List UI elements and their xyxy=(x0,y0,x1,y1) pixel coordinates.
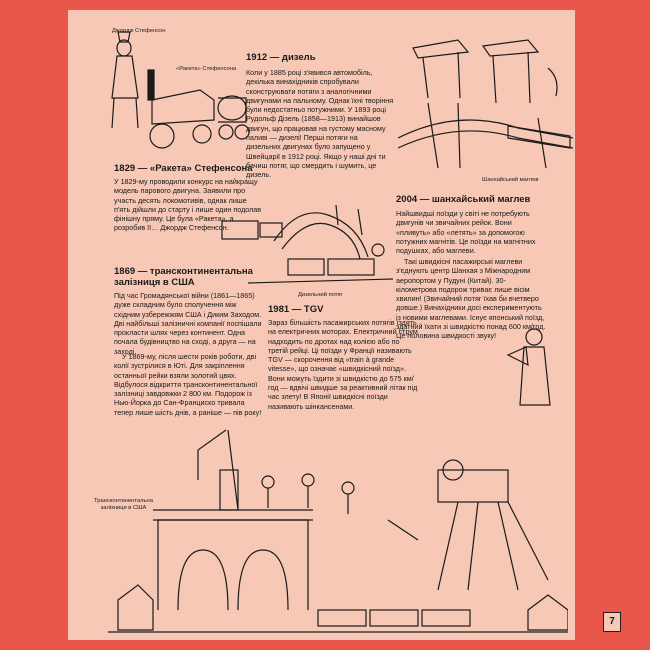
text-1869-p2: У 1869-му, після шести років роботи, дві колії зустрілися в Юті. Для закріплення останньої рейки взяли золотий цвях. Відбулося відкриття трансконтинентальної залізниці завдовжки 2 800 км. Подорож із Нью-Йорка до Сан-Франциско тривала тепер лише шість днів, а раніше — пів року! xyxy=(114,352,262,417)
heading-1912: 1912 — дизель xyxy=(246,52,316,63)
page-number: 7 xyxy=(603,612,621,632)
text-1869-p1: Під час Громадянської війни (1861—1865) дуже складним було сполучення між східним узбережжям США і Диким Заходом. Дві найбільші залізничні компанії поспішали прокласти шлях через континент. Одна почала будівництво на сході, а друга — на заході. xyxy=(114,291,262,356)
figure-with-fan-illustration xyxy=(498,325,568,415)
text-2004-p1: Найшвидші поїзди у світі не потребують двигунів чи звичайних рейок. Вони «пливуть» або «летять» за допомогою потужних магнітів. Це поїзди на магнітних подушках, або маглеви. xyxy=(396,209,536,256)
text-1912: Коли у 1885 році з'явився автомобіль, декілька винахідників спробували сконструювати потяги з аналогічними двигунами на пальному. Однак їхні творіння були недостатньо потужними. У 1893 році Рудольф Дізель (1858—1913) винайшов двигун, що працював на густому масному паливі — дизелі! Перші потяги на дизельних двигунах було запущено у Швейцарії в 1912 році. Якщо у наші дні ти бачиш потяг, що смердить і шумить, це дизель. xyxy=(246,68,394,180)
caption-diesel-train: Дизельний потяг xyxy=(298,292,343,298)
bottom-railway-scene-illustration xyxy=(108,410,568,640)
caption-stephenson: Джордж Стефенсон xyxy=(112,28,166,34)
heading-1829: 1829 — «Ракета» Стефенсона xyxy=(114,163,253,174)
text-1981: Зараз більшість пасажирських потягів їздять на електричних моторах. Електричний струм надходить по дротах над колією або по третій рейці. Ці поїзди у Франції називають TGV — скорочення від «train à grande vitesse», що означає «швидкісний поїзд». Вони можуть їздити зі швидкістю до 575 км/год — вдвічі швидше за реактивний літак під час злету! В Японії швидкісні поїзди називають шінкансенами. xyxy=(268,318,418,411)
caption-transcontinental: Трансконтинентальна залізниця в США xyxy=(94,498,153,511)
heading-1869: 1869 — трансконтинентальна залізниця в США xyxy=(114,266,253,288)
text-1829: У 1829-му проводили конкурс на найкращу модель парового двигуна. Заявили про участь десять локомотивів, однак лише п'ять дійшли до старту і лише один подолав фінішну пряму. Це була «Ракета», а розробив її… Джордж Стефенсон. xyxy=(114,177,262,233)
stephenson-rocket-illustration xyxy=(82,28,252,158)
text-2004-p2: Такі швидкісні пасажирські маглеви з'єднують центр Шанхая з Міжнародним аеропортом у Пудуні (Китай). 30-кілометрова подорож триває лише вісім хвилин! (Звичайний потяг їхав би вчетверо довше.) Винахідники досі експериментують із новими маглевами. Існує японський поїзд, здатний їхати зі швидкістю понад 600 км/год. Це пoловина швидкості звуку! xyxy=(396,257,546,341)
heading-1981: 1981 — TGV xyxy=(268,304,324,315)
caption-shanghai-maglev: Шанхайський маглев xyxy=(482,177,539,183)
caption-rocket: «Ракета» Стефенсона xyxy=(176,66,237,72)
book-page xyxy=(68,10,575,640)
shanghai-maglev-illustration xyxy=(398,28,573,178)
heading-2004: 2004 — шанхайський маглев xyxy=(396,194,531,205)
